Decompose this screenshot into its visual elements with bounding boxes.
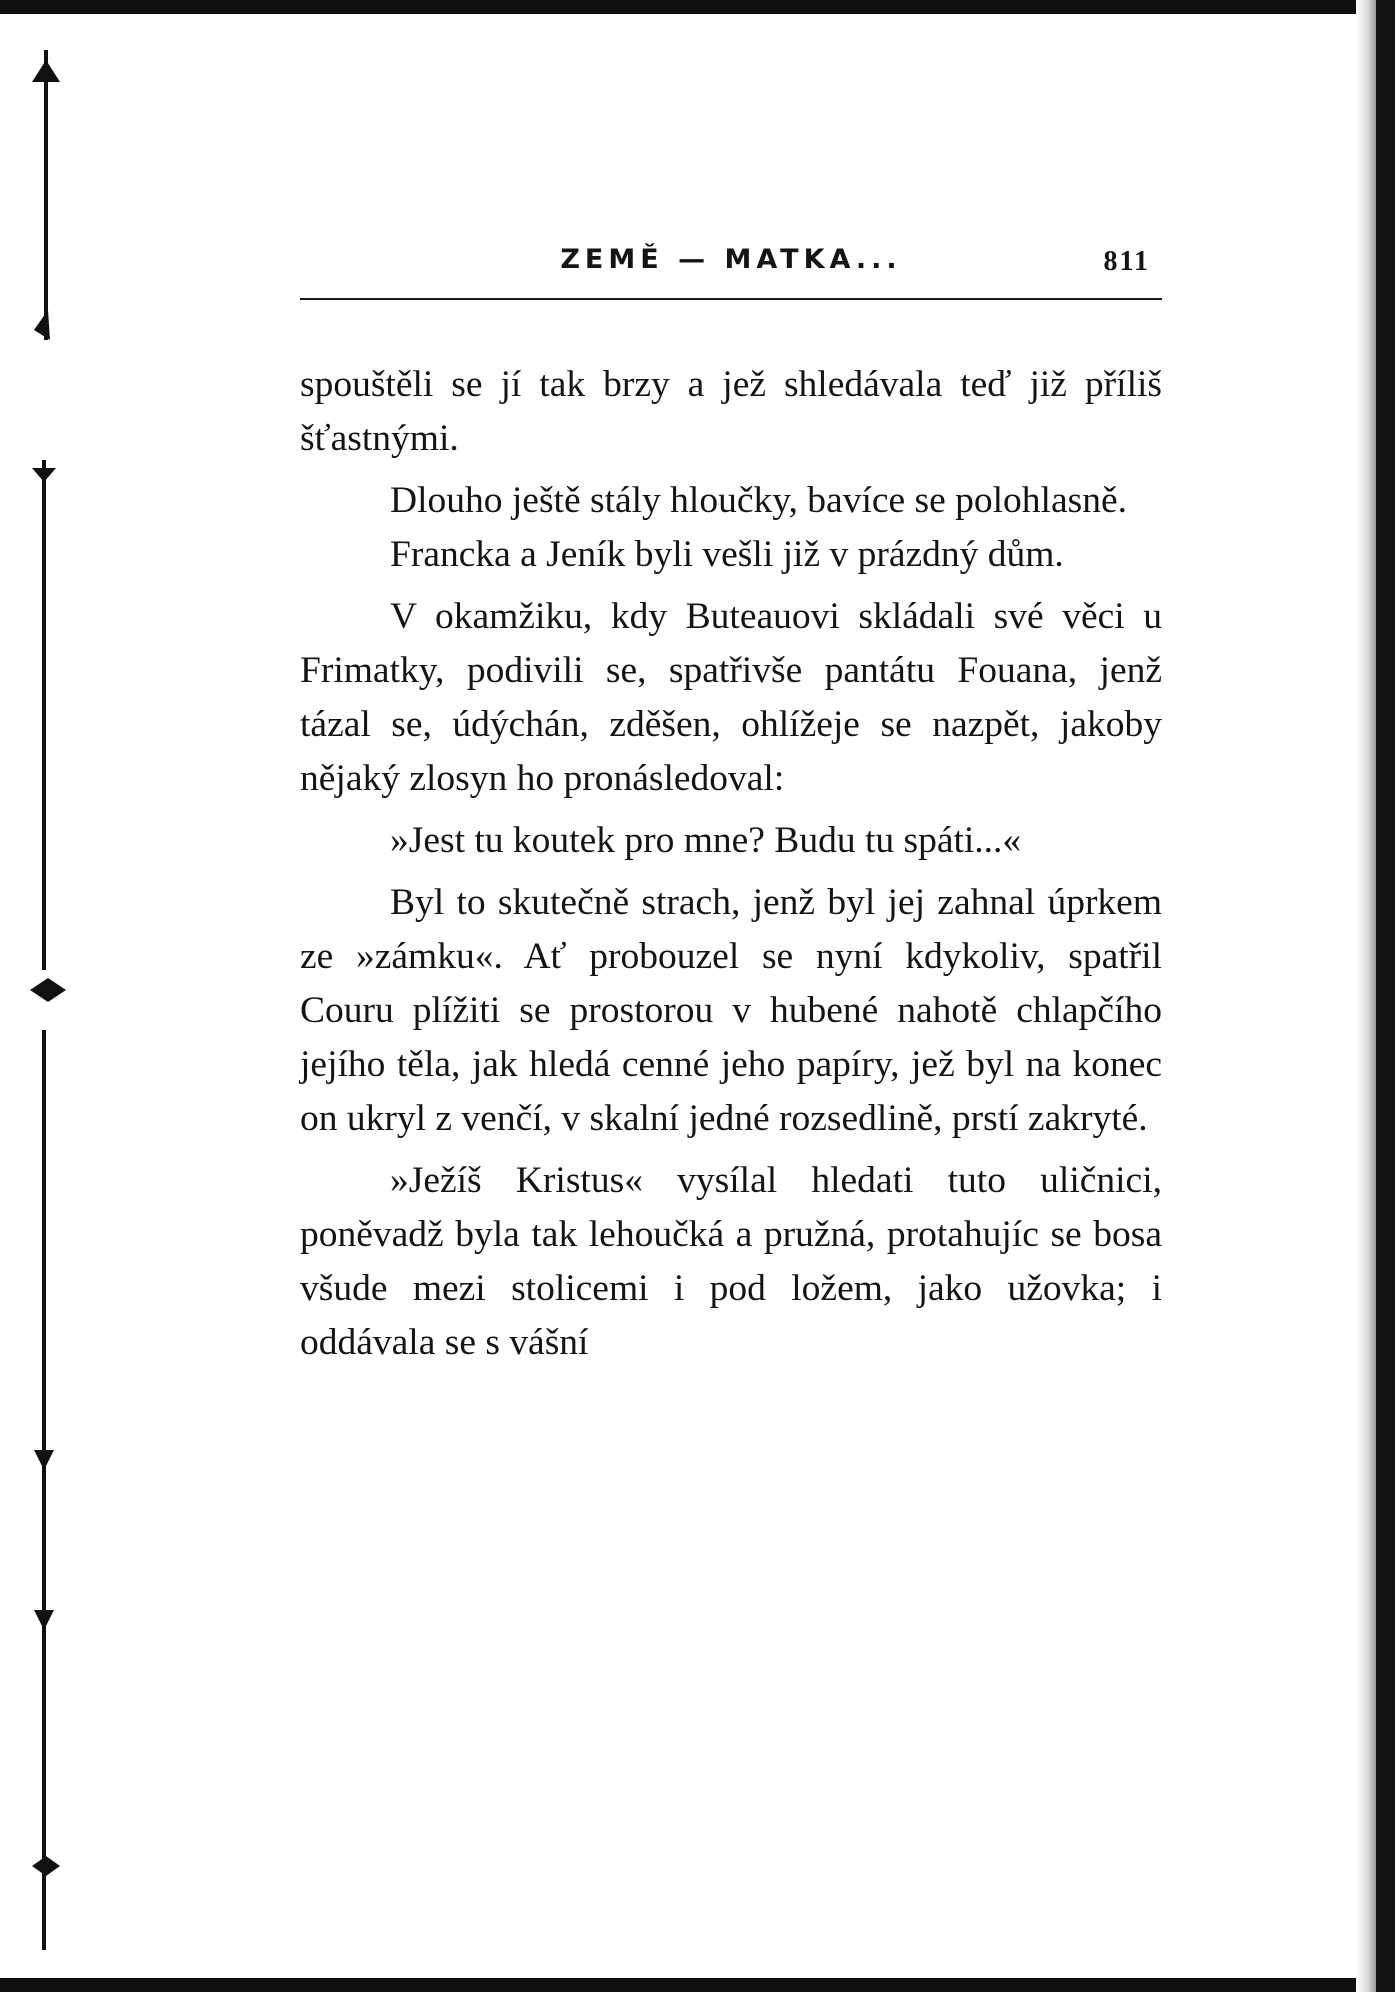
chapter-title: ZEMĚ — MATKA... [560,244,902,275]
scan-border-bottom [0,1978,1395,1992]
paragraph: Dlouho ještě stály hloučky, bavíce se polohlasně. [390,480,1127,521]
paragraph: Francka a Jeník byli vešli již v prázdný dům. [390,534,1064,575]
page-number: 811 [1103,246,1150,277]
binding-marks [30,30,74,1970]
scan-border-top [0,0,1395,14]
paragraph: spouštěli se jí tak brzy a jež shledávala teď již příliš šťastnými. [300,364,1162,459]
scan-border-right [1376,0,1395,1992]
paragraph: »Ježíš Kristus« vysílal hledati tuto uličnici, poněvadž byla tak lehoučká a pružná, protahujíc se bosa všude mezi stolicemi i pod ložem, jako užovka; i oddávala se s vášní [300,1160,1162,1363]
running-head [300,230,1162,300]
scan-edge-shadow [1356,0,1376,1992]
paragraph: Byl to skutečně strach, jenž byl jej zahnal úprkem ze »zámku«. Ať probouzel se nyní kdykoliv, spatřil Couru plížiti se prostorou v hubené nahotě chlapčího jejího těla, jak hledá cenné jeho papíry, jež byl na konec on ukryl z venčí, v skalní jedné rozsedlině, prstí zakryté. [300,882,1162,1139]
book-page [300,230,1162,1370]
body-text [300,358,1162,1370]
paragraph: »Jest tu koutek pro mne? Budu tu spáti...« [390,820,1022,861]
paragraph: V okamžiku, kdy Buteauovi skládali své věci u Frimatky, podivili se, spatřivše pantátu Fouana, jenž tázal se, údýchán, zděšen, ohlížeje se nazpět, jakoby nějaký zlosyn ho pronásledoval: [300,596,1162,799]
